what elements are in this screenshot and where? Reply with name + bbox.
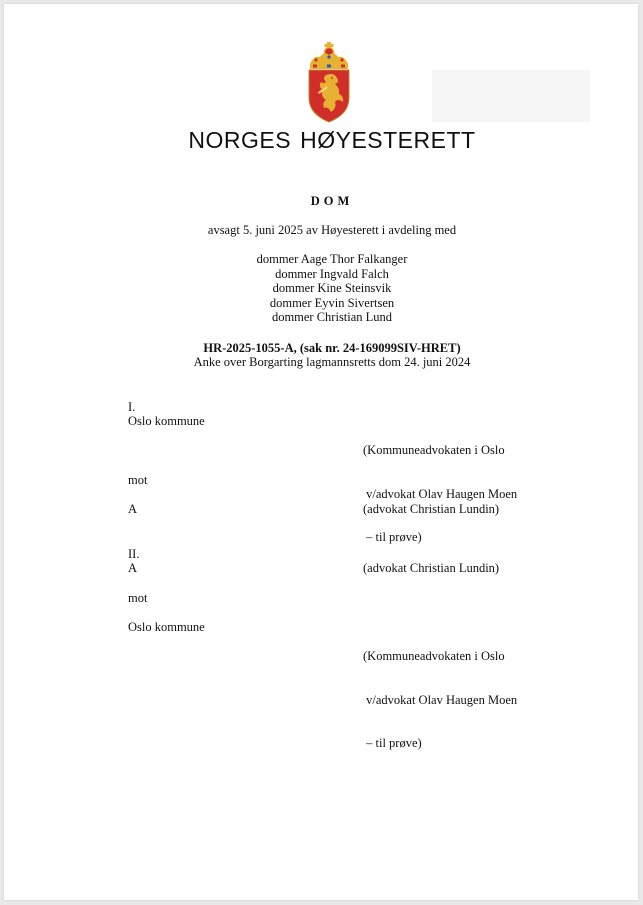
judge-item: dommer Christian Lund (271, 310, 393, 324)
counsel-line: – til prøve) (363, 736, 422, 750)
judge-item: dommer Eyvin Sivertsen (269, 295, 395, 310)
document-title: DOM (310, 194, 354, 208)
delivered-line: avsagt 5. juni 2025 av Høyesterett i avdeling med (207, 223, 457, 237)
case-roman-numeral: I. (128, 400, 136, 414)
appellant-name: Oslo kommune (128, 414, 205, 428)
judge-item: dommer Kine Steinsvik (272, 281, 392, 295)
counsel-line: – til prøve) (363, 530, 422, 544)
versus-label: mot (128, 473, 148, 487)
respondent-counsel (363, 620, 517, 780)
appellant-counsel (363, 414, 517, 574)
judge-item: dommer Ingvald Falch (275, 266, 389, 281)
appeal-line: Anke over Borgarting lagmannsretts dom 24. juni 2024 (193, 355, 471, 369)
respondent-name: A (128, 502, 138, 516)
case-number: HR-2025-1055-A, (sak nr. 24-169099SIV-HRET) (203, 341, 461, 355)
case-roman-numeral: II. (128, 547, 140, 561)
counsel-line: v/advokat Olav Haugen Moen (363, 692, 518, 707)
counsel-line: v/advokat Olav Haugen Moen (363, 486, 518, 501)
norwegian-coat-of-arms-icon (304, 42, 354, 124)
respondent-name: Oslo kommune (128, 620, 205, 634)
appellant-name: A (128, 561, 138, 575)
versus-label: mot (128, 591, 148, 605)
court-name (4, 127, 643, 154)
counsel-line: (Kommuneadvokaten i Oslo (363, 649, 505, 663)
respondent-counsel: (advokat Christian Lundin) (363, 502, 500, 516)
faint-background-box (432, 70, 590, 122)
judges-list (4, 252, 643, 325)
judge-item: dommer Aage Thor Falkanger (256, 252, 408, 266)
court-name-part2: HØYESTERETT (300, 127, 476, 153)
court-name-part1: NORGES (188, 127, 292, 153)
counsel-line: (Kommuneadvokaten i Oslo (363, 443, 505, 457)
document-page (4, 4, 638, 900)
appellant-counsel: (advokat Christian Lundin) (363, 561, 500, 575)
